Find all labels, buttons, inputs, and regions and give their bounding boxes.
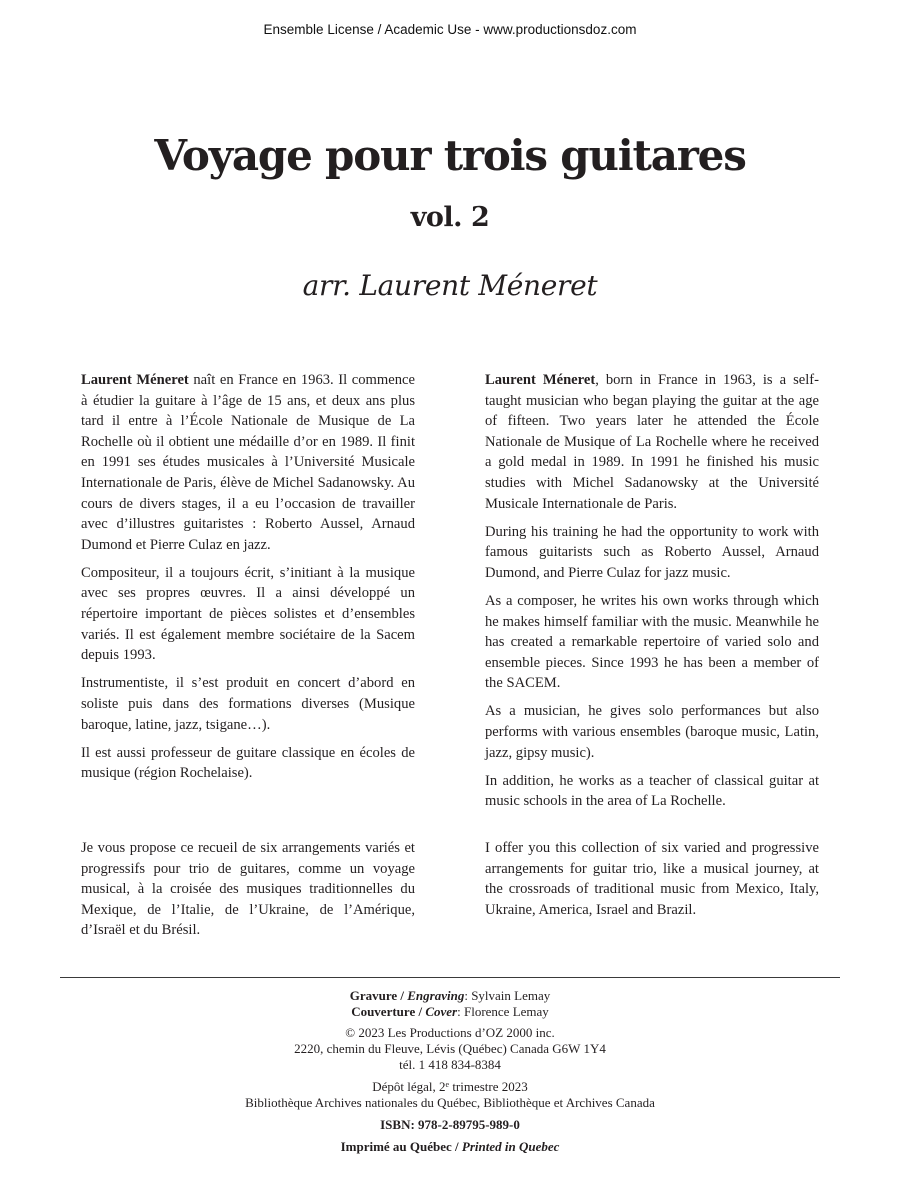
introduction-english bbox=[485, 838, 819, 928]
introduction-french bbox=[81, 838, 415, 948]
divider bbox=[60, 977, 840, 978]
bio-fr-p1: naît en France en 1963. Il commence à étudier la guitare à l’âge de 15 ans, et deux ans plus tard il entre à l’École Nationale de Musique de La Rochelle où il obtient une médaille d’or en 1989. Il finit en 1991 ses études musicales à l’Université Musicale Internationale de Paris, élève de Michel Sadanowsky. Au cours de divers stages, il a eu l’occasion de travailler avec d’illustres guitaristes : Roberto Aussel, Arnaud Dumond et Pierre Culaz en jazz. bbox=[81, 372, 415, 553]
credits-block bbox=[0, 988, 900, 1155]
legal-deposit-line: Dépôt légal, 2e trimestre 2023 bbox=[372, 1079, 528, 1094]
bio-en-name: Laurent Méneret bbox=[485, 372, 596, 388]
bio-en-p1: , born in France in 1963, is a self-taught musician who began playing the guitar at the age of fifteen. Two years later he attended the École Nationale de Musique of La Rochelle where he received a gold medal in 1989. In 1991 he finished his music studies with Michel Sadanowsky at the Université Musicale Internationale de Paris. bbox=[485, 372, 819, 512]
cover-credit: Couverture / Cover: Florence Lemay bbox=[351, 1004, 549, 1019]
address-line: 2220, chemin du Fleuve, Lévis (Québec) Canada G6W 1Y4 bbox=[294, 1041, 606, 1056]
intro-en-text: I offer you this collection of six varied and progressive arrangements for guitar trio, like a musical journey, at the crossroads of traditional music from Mexico, Italy, Ukraine, America, Israel and Brazil. bbox=[485, 840, 819, 918]
bio-fr-paragraph: Il est aussi professeur de guitare classique en écoles de musique (région Rochelaise). bbox=[81, 744, 415, 782]
phone-line: tél. 1 418 834-8384 bbox=[399, 1057, 501, 1072]
bio-fr-paragraph: Compositeur, il a toujours écrit, s’initiant à la musique avec ses propres œuvres. Il a ainsi développé un répertoire important de pièces solistes et d’ensembles variés. Il est également membre sociétaire de la Sacem depuis 1993. bbox=[81, 564, 415, 664]
bio-fr-name: Laurent Méneret bbox=[81, 372, 189, 388]
copyright-line: © 2023 Les Productions d’OZ 2000 inc. bbox=[345, 1025, 555, 1040]
bio-en-paragraph: In addition, he works as a teacher of classical guitar at music schools in the area of La Rochelle. bbox=[485, 772, 819, 810]
arranger-credit: arr. Laurent Méneret bbox=[302, 269, 598, 302]
bio-en-paragraph bbox=[485, 370, 819, 514]
bio-en-paragraph: As a composer, he writes his own works through which he makes himself familiar with the music. Meanwhile he has created a remarkable repertoire of varied solo and ensemble pieces. Since 1993 he has been a member of the SACEM. bbox=[485, 592, 819, 692]
biography-french bbox=[81, 370, 415, 791]
volume-label: vol. 2 bbox=[410, 202, 490, 233]
library-line: Bibliothèque Archives nationales du Québec, Bibliothèque et Archives Canada bbox=[245, 1095, 655, 1110]
license-header: Ensemble License / Academic Use - www.productionsdoz.com bbox=[263, 22, 637, 37]
bio-fr-paragraph bbox=[81, 370, 415, 555]
bio-en-paragraph: During his training he had the opportunity to work with famous guitarists such as Roberto Aussel, Arnaud Dumond, and Pierre Culaz for jazz music. bbox=[485, 523, 819, 581]
bio-fr-paragraph: Instrumentiste, il s’est produit en concert d’abord en soliste puis dans des formations diverses (Musique baroque, latine, jazz, tsigane…). bbox=[81, 675, 415, 733]
bio-en-paragraph: As a musician, he gives solo performances but also performs with various ensembles (baroque music, Latin, jazz, gipsy music). bbox=[485, 703, 819, 761]
engraving-credit: Gravure / Engraving: Sylvain Lemay bbox=[349, 988, 551, 1003]
printed-line: Imprimé au Québec / Printed in Quebec bbox=[340, 1139, 560, 1154]
page-title: Voyage pour trois guitares bbox=[154, 131, 746, 180]
intro-fr-text: Je vous propose ce recueil de six arrangements variés et progressifs pour trio de guitares, comme un voyage musical, à la croisée des musiques traditionnelles du Mexique, de l’Italie, de l’Ukraine, de l’Amérique, d’Israël et du Brésil. bbox=[81, 840, 415, 939]
biography-english bbox=[485, 370, 819, 819]
isbn-line: ISBN: 978-2-89795-989-0 bbox=[380, 1117, 520, 1132]
